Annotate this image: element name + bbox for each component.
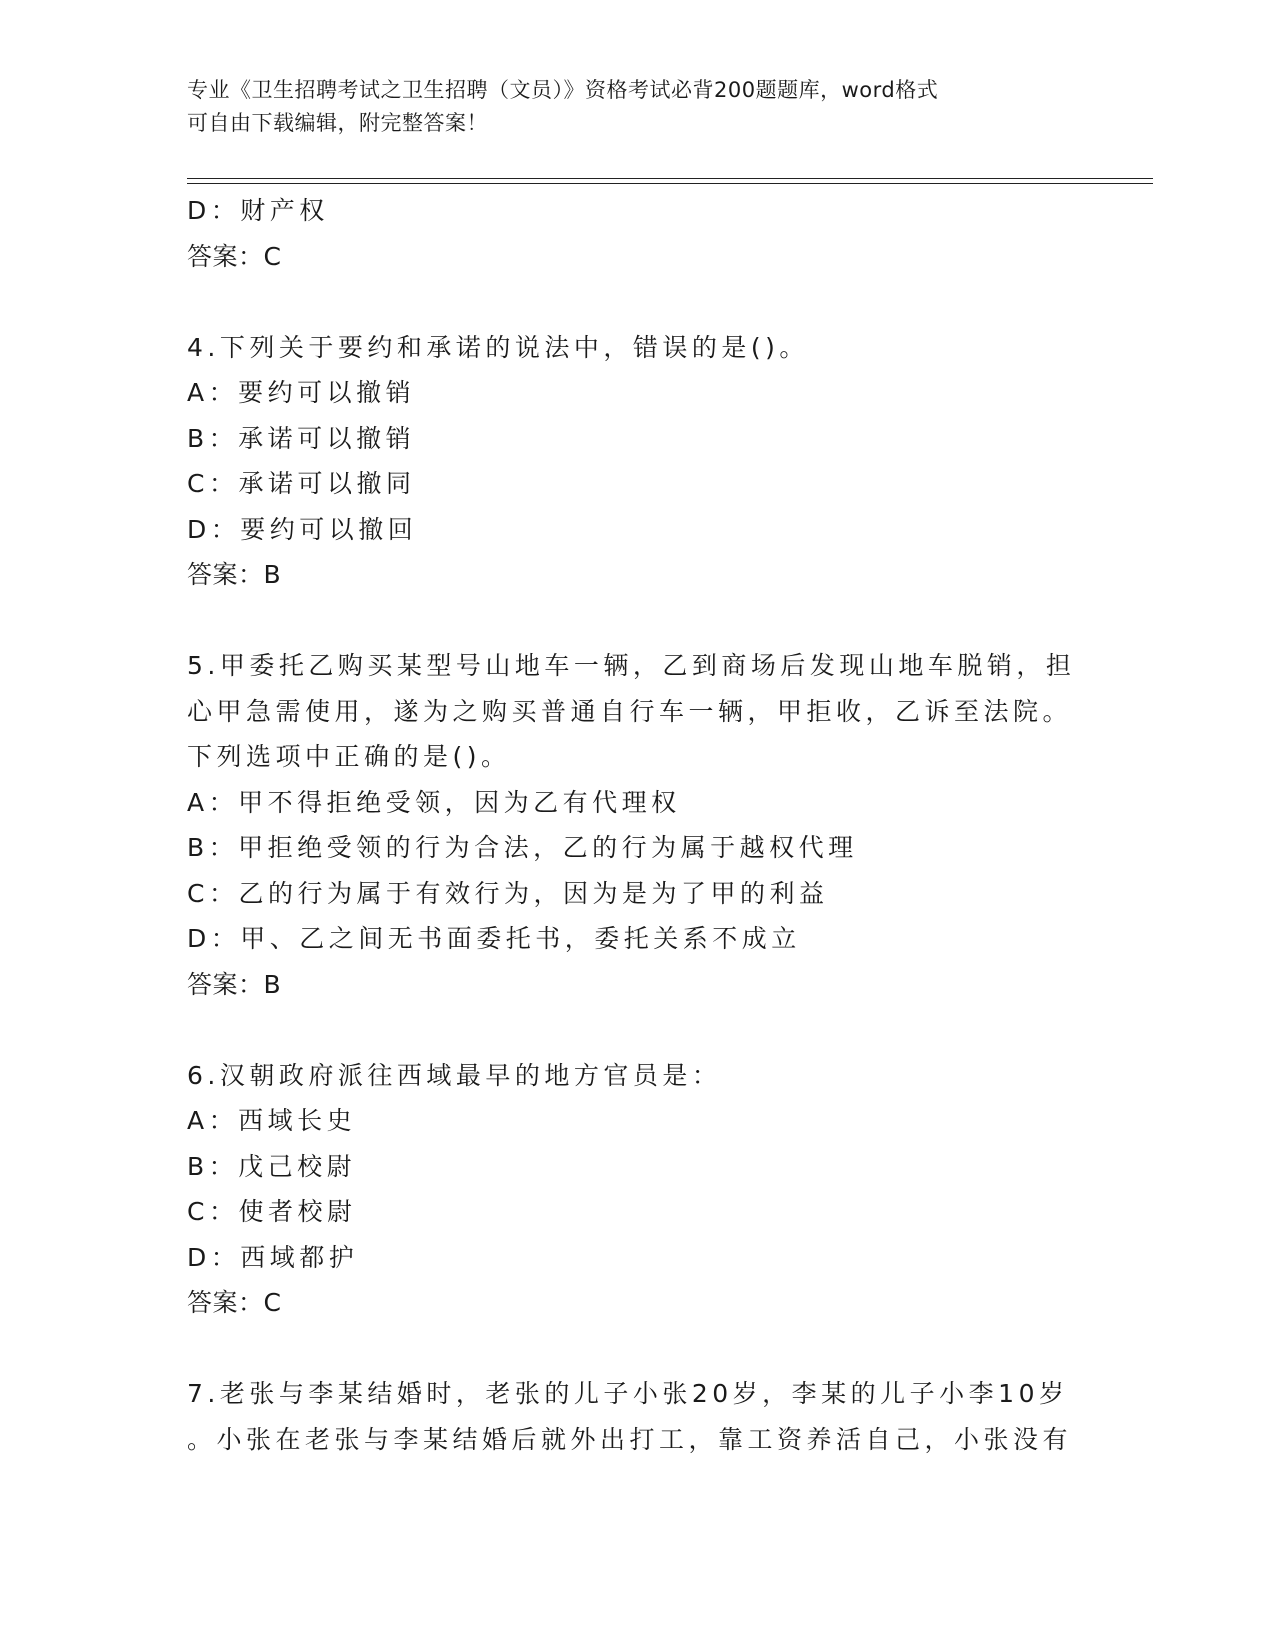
option-a: A：甲不得拒绝受领，因为乙有代理权 <box>187 787 681 817</box>
answer: 答案：C <box>187 241 282 271</box>
question-fragment <box>187 188 1087 279</box>
question-list <box>187 188 1087 1462</box>
option-d: D：财产权 <box>187 196 329 225</box>
question-stem-line-1: 7.老张与李某结婚时，老张的儿子小张20岁，李某的儿子小李10岁 <box>187 1379 1069 1408</box>
question-6 <box>187 1053 1087 1326</box>
spacer <box>187 1326 1087 1372</box>
header-line-1: 专业《卫生招聘考试之卫生招聘（文员）》资格考试必背200题题库，word格式 <box>187 78 939 102</box>
header-rule-bottom <box>187 183 1153 184</box>
answer: 答案：C <box>187 1288 282 1317</box>
question-stem: 4.下列关于要约和承诺的说法中，错误的是()。 <box>187 332 809 362</box>
spacer <box>187 1007 1087 1053</box>
option-d: D：西域都护 <box>187 1242 359 1272</box>
header-rule-top <box>187 178 1153 179</box>
question-7 <box>187 1371 1087 1462</box>
answer: 答案：B <box>187 969 282 999</box>
option-c: C：承诺可以撤同 <box>187 469 416 498</box>
option-a: A：西域长史 <box>187 1106 357 1135</box>
question-4 <box>187 325 1087 598</box>
option-d: D：甲、乙之间无书面委托书，委托关系不成立 <box>187 924 801 953</box>
question-5 <box>187 643 1087 1007</box>
question-stem-line-3: 下列选项中正确的是()。 <box>187 742 511 771</box>
option-c: C：乙的行为属于有效行为，因为是为了甲的利益 <box>187 878 829 908</box>
question-stem-line-2: 心甲急需使用，遂为之购买普通自行车一辆，甲拒收，乙诉至法院。 <box>187 696 1073 726</box>
option-b: B：戊己校尉 <box>187 1151 357 1181</box>
option-c: C：使者校尉 <box>187 1197 357 1226</box>
question-stem: 6.汉朝政府派往西域最早的地方官员是： <box>187 1060 722 1090</box>
question-stem-line-1: 5.甲委托乙购买某型号山地车一辆，乙到商场后发现山地车脱销，担 <box>187 651 1076 680</box>
document-header <box>187 74 1067 140</box>
option-d: D：要约可以撤回 <box>187 514 418 544</box>
option-b: B：甲拒绝受领的行为合法，乙的行为属于越权代理 <box>187 833 858 862</box>
option-a: A：要约可以撤销 <box>187 378 416 407</box>
option-b: B：承诺可以撤销 <box>187 423 416 453</box>
question-stem-line-2: 。小张在老张与李某结婚后就外出打工，靠工资养活自己，小张没有 <box>187 1424 1073 1454</box>
spacer <box>187 279 1087 325</box>
answer: 答案：B <box>187 560 282 589</box>
spacer <box>187 598 1087 644</box>
header-line-2: 可自由下载编辑，附完整答案！ <box>187 111 488 135</box>
